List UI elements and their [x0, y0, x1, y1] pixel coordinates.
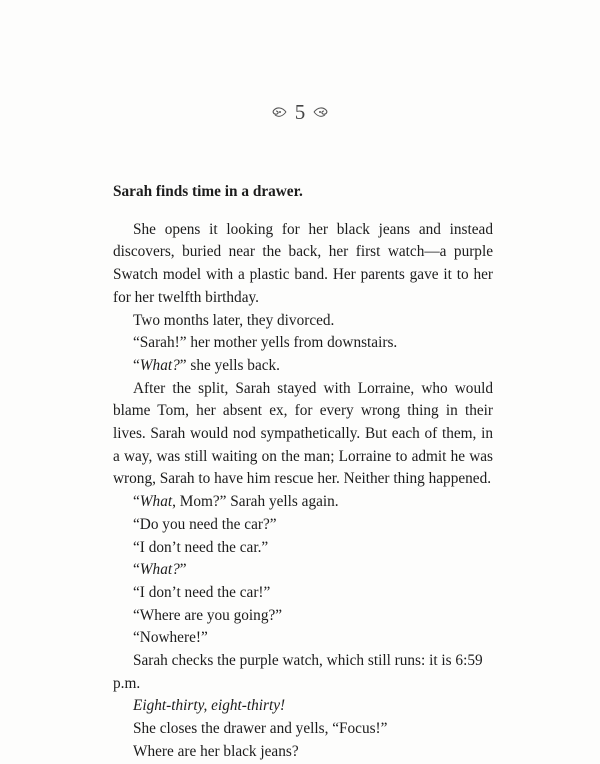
paragraph: “Nowhere!” [133, 629, 208, 647]
text-run: ” she yells back. [179, 356, 280, 374]
paragraph: After the split, Sarah stayed with Lorraine, who would blame Tom, her absent ex, for every wrong thing in their lives. Sarah would nod sympathetically. But each of them, in a way, was still waiting on the man; Lorraine to admit he was wrong, Sarah to have him rescue her. Neither thing happened. [113, 379, 493, 488]
paragraph [113, 355, 493, 378]
paragraph: “I don’t need the car!” [133, 583, 271, 601]
quote-mark: “ [133, 561, 140, 579]
quote-mark: “ [133, 356, 140, 374]
italic-text: What? [139, 356, 180, 374]
paragraph: “Do you need the car?” [133, 515, 277, 533]
fleuron-right-icon [313, 105, 329, 119]
paragraph: Where are her black jeans? [133, 742, 299, 760]
section-title: Sarah finds time in a drawer. [113, 183, 303, 200]
quote-mark: “ [133, 493, 140, 511]
italic-text: What? [139, 561, 180, 579]
text-run: , Mom?” Sarah yells again. [172, 493, 339, 511]
chapter-number: 5 [294, 100, 306, 124]
text-run: ” [179, 561, 187, 579]
paragraph: “Where are you going?” [133, 606, 283, 624]
paragraph: “Sarah!” her mother yells from downstairs. [133, 334, 398, 352]
italic-text: What [139, 493, 173, 511]
paragraph-italic: Eight-thirty, eight-thirty! [133, 697, 286, 715]
paragraph: She closes the drawer and yells, “Focus!” [133, 720, 388, 738]
chapter-heading [0, 100, 600, 124]
paragraph: “I don’t need the car.” [133, 538, 269, 556]
paragraph: Two months later, they divorced. [133, 311, 335, 329]
paragraph: She opens it looking for her black jeans and instead discovers, buried near the back, her first watch—a purple Swatch model with a plastic band. Her parents gave it to her for her twelfth birthday. [113, 220, 493, 306]
body-text [113, 181, 493, 764]
fleuron-left-icon [271, 105, 287, 119]
paragraph [113, 559, 493, 582]
paragraph: Sarah checks the purple watch, which still runs: it is 6:59 p.m. [113, 652, 483, 692]
paragraph [113, 491, 493, 514]
